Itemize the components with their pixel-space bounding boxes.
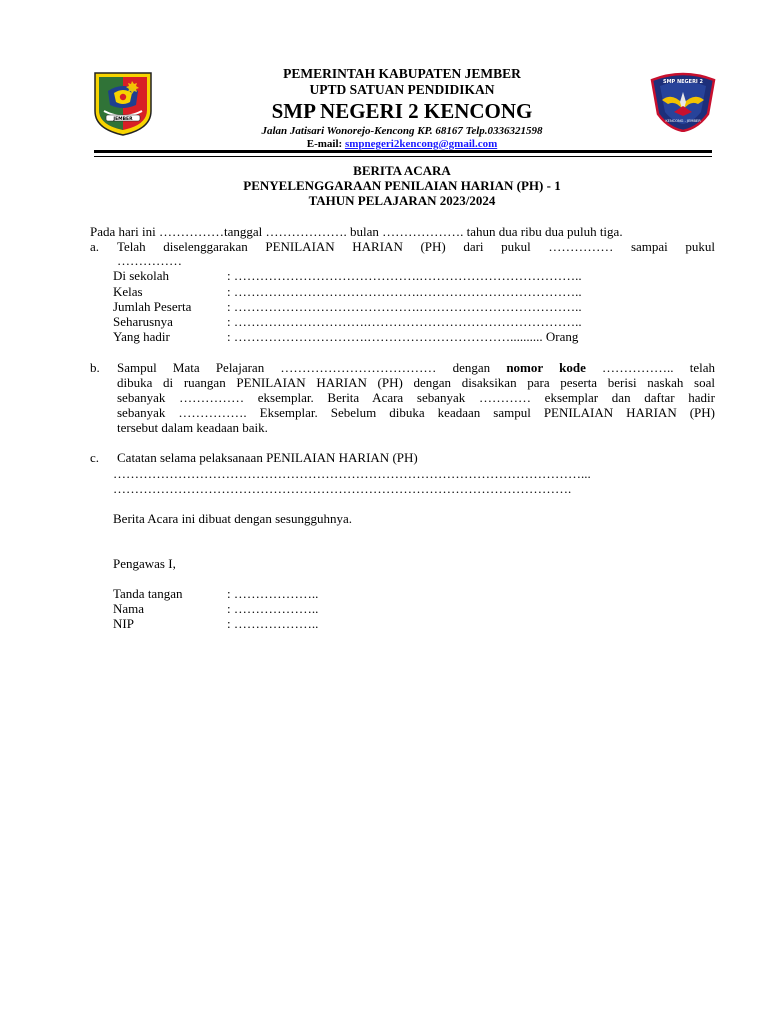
field-value: : …………………………………….………………………………..	[227, 299, 582, 314]
document-title	[150, 163, 654, 208]
signature-label: Nama	[113, 601, 145, 616]
field-label: Kelas	[113, 284, 143, 299]
letterhead-divider-thin	[94, 156, 712, 157]
title-line-2: PENYELENGGARAAN PENILAIAN HARIAN (PH) - 1	[243, 178, 561, 193]
field-value: : ………………………….…………………………………………..	[227, 314, 582, 329]
letterhead	[150, 66, 654, 151]
jember-regency-emblem-logo	[92, 71, 154, 137]
school-address: Jalan Jatisari Wonorejo-Kencong KP. 68167 Telp.0336321598	[261, 125, 543, 137]
field-row-jumlah-peserta	[113, 299, 582, 314]
school-name: SMP NEGERI 2 KENCONG	[271, 99, 533, 123]
supervisor-role: Pengawas I,	[113, 556, 176, 571]
signature-value: : ………………..	[227, 586, 319, 601]
emblem-ribbon-text: JEMBER	[113, 117, 133, 122]
letterhead-divider-thick	[94, 150, 712, 153]
item-b-line-1	[117, 360, 715, 375]
signature-value: : ………………..	[227, 616, 319, 631]
email-link[interactable]: smpnegeri2kencong@gmail.com	[344, 138, 498, 150]
signature-value: : ………………..	[227, 601, 319, 616]
item-b-line-3: sebanyak …………… eksemplar. Berita Acara sebanyak ………… eksemplar dan daftar hadir	[117, 390, 715, 405]
badge-bottom-text: KENCONG - JEMBER	[665, 119, 701, 123]
item-a-line-2: ……………	[117, 253, 182, 268]
school-badge-logo	[648, 70, 718, 132]
item-c-line-1: Catatan selama pelaksanaan PENILAIAN HARIAN (PH)	[117, 450, 418, 465]
item-b-line-1-bold: nomor kode	[506, 360, 586, 375]
item-a-line-1: Telah diselenggarakan PENILAIAN HARIAN (PH) dari pukul …………… sampai pukul	[117, 239, 715, 254]
field-label: Di sekolah	[113, 268, 169, 283]
item-b-marker: b.	[90, 360, 100, 375]
signature-row-nama	[113, 601, 318, 616]
signature-label: NIP	[113, 616, 134, 631]
signature-row-tanda-tangan	[113, 586, 318, 601]
signature-row-nip	[113, 616, 318, 631]
government-name: PEMERINTAH KABUPATEN JEMBER	[283, 66, 521, 81]
unit-name: UPTD SATUAN PENDIDIKAN	[309, 82, 495, 97]
title-line-3: TAHUN PELAJARAN 2023/2024	[308, 193, 496, 208]
field-value: : ………………………….…………………………….......... Orang	[227, 329, 579, 344]
title-line-1: BERITA ACARA	[353, 163, 451, 178]
field-label: Jumlah Peserta	[113, 299, 192, 314]
field-row-yang-hadir	[113, 329, 578, 344]
item-b-line-5: tersebut dalam keadaan baik.	[117, 420, 268, 435]
field-value: : …………………………………….………………………………..	[227, 268, 582, 283]
intro-text: Pada hari ini ……………tanggal ………………. bulan ………………. tahun dua ribu dua puluh tiga.	[90, 224, 623, 239]
item-a-marker: a.	[90, 239, 100, 254]
notes-line-1: ………………………………………………………………………………………………...	[113, 466, 591, 481]
item-c-marker: c.	[90, 450, 100, 465]
notes-line-2: …………………………………………………………………………………………….	[113, 481, 572, 496]
email-label: E-mail:	[306, 138, 345, 150]
badge-top-text: SMP NEGERI 2	[662, 79, 704, 85]
item-b-line-1-post: …………….. telah	[585, 360, 715, 375]
field-row-seharusnya	[113, 314, 582, 329]
item-b-line-4: sebanyak ……………. Eksemplar. Sebelum dibuka keadaan sampul PENILAIAN HARIAN (PH)	[117, 405, 715, 420]
field-label: Seharusnya	[113, 314, 173, 329]
field-label: Yang hadir	[113, 329, 170, 344]
item-b-line-2: dibuka di ruangan PENILAIAN HARIAN (PH) dengan disaksikan para peserta berisi naskah soal	[117, 375, 715, 390]
closing-statement: Berita Acara ini dibuat dengan sesungguhnya.	[113, 511, 352, 526]
field-value: : …………………………………….………………………………..	[227, 284, 582, 299]
item-b-line-1-pre: Sampul Mata Pelajaran ……………………………… dengan	[117, 360, 507, 375]
signature-label: Tanda tangan	[113, 586, 183, 601]
field-row-di-sekolah	[113, 268, 582, 283]
field-row-kelas	[113, 284, 582, 299]
